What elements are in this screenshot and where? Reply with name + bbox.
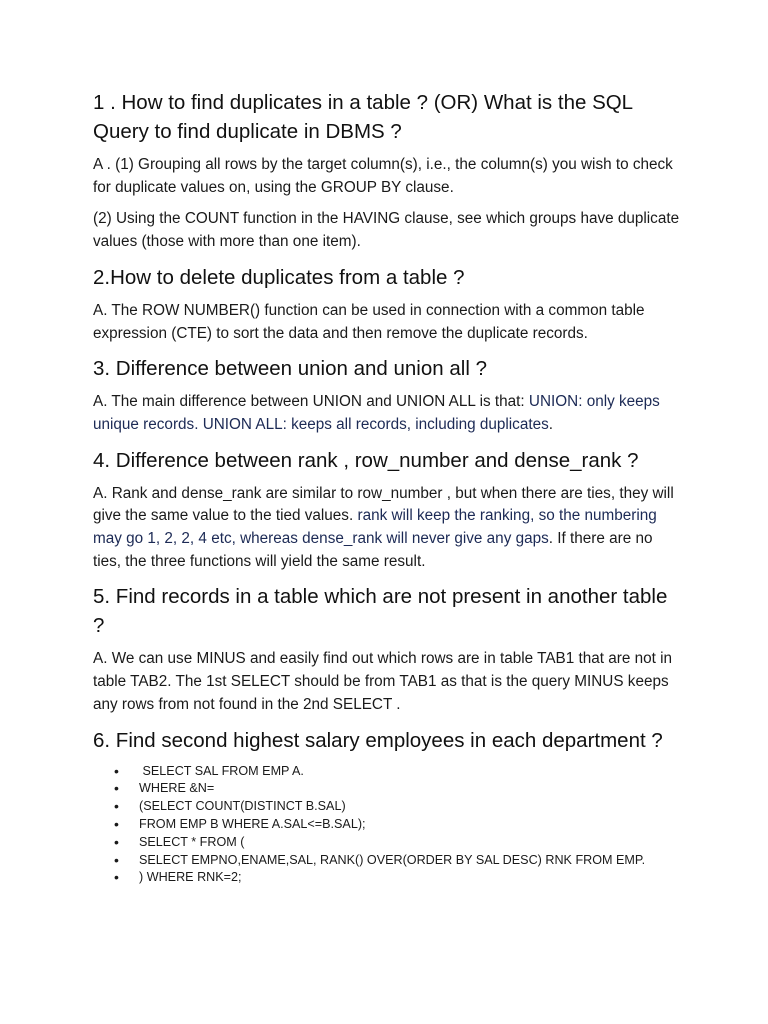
question-3-answer <box>93 391 683 436</box>
question-4 <box>93 446 683 574</box>
document-page <box>93 88 683 887</box>
question-4-answer-suffix: . If there are no ties, the three functions will yield the same result. <box>93 530 653 570</box>
code-line: • SELECT EMPNO,ENAME,SAL, RANK() OVER(ORDER BY SAL DESC) RNK FROM EMP. <box>93 852 683 870</box>
question-3-answer-prefix: A. The main difference between UNION and UNION ALL is that: <box>93 393 529 411</box>
question-5-title: 5. Find records in a table which are not present in another table ? <box>93 585 668 638</box>
question-3-answer-highlight: UNION: only keeps unique records. UNION ALL: keeps all records, including duplicates <box>93 393 660 433</box>
question-3-answer-suffix: . <box>548 415 553 433</box>
question-6-title: 6. Find second highest salary employees in each department ? <box>93 728 663 752</box>
question-2-answer: A. The ROW NUMBER() function can be used in connection with a common table expression (CTE) to sort the data and then remove the duplicate records. <box>93 301 645 342</box>
code-line: • ) WHERE RNK=2; <box>93 869 683 887</box>
code-line: • FROM EMP B WHERE A.SAL<=B.SAL); <box>93 816 683 834</box>
question-4-answer <box>93 483 683 574</box>
question-1-answer-part-2: (2) Using the COUNT function in the HAVING clause, see which groups have duplicate values (those with more than one item). <box>93 210 680 251</box>
question-4-title: 4. Difference between rank , row_number and dense_rank ? <box>93 448 639 472</box>
question-5 <box>93 582 683 716</box>
question-2 <box>93 263 683 345</box>
question-3-title: 3. Difference between union and union all ? <box>93 357 487 381</box>
question-4-answer-highlight: rank will keep the ranking, so the numbering may go 1, 2, 2, 4 etc, whereas dense_rank will never give any gaps <box>93 507 657 548</box>
question-2-title: 2.How to delete duplicates from a table ? <box>93 265 465 289</box>
code-line: • (SELECT COUNT(DISTINCT B.SAL) <box>93 798 683 816</box>
code-line: • SELECT * FROM ( <box>93 834 683 852</box>
code-line: • WHERE &N= <box>93 780 683 798</box>
question-4-answer-prefix: A. Rank and dense_rank are similar to row_number , but when there are ties, they will give the same value to the tied values. <box>93 484 674 525</box>
code-line: • SELECT SAL FROM EMP A. <box>93 763 683 781</box>
sql-code-list <box>93 763 683 888</box>
question-1-answer-part-1: A . (1) Grouping all rows by the target column(s), i.e., the column(s) you wish to check for duplicate values on, using the GROUP BY clause. <box>93 156 673 196</box>
question-5-answer: A. We can use MINUS and easily find out which rows are in table TAB1 that are not in table TAB2. The 1st SELECT should be from TAB1 as that is the query MINUS keeps any rows from not found in the 2nd SELECT . <box>93 650 673 713</box>
question-1-title: 1 . How to find duplicates in a table ? (OR) What is the SQL Query to find duplicate in DBMS ? <box>93 91 633 143</box>
question-3 <box>93 354 683 436</box>
question-6 <box>93 726 683 888</box>
question-1 <box>93 88 683 254</box>
